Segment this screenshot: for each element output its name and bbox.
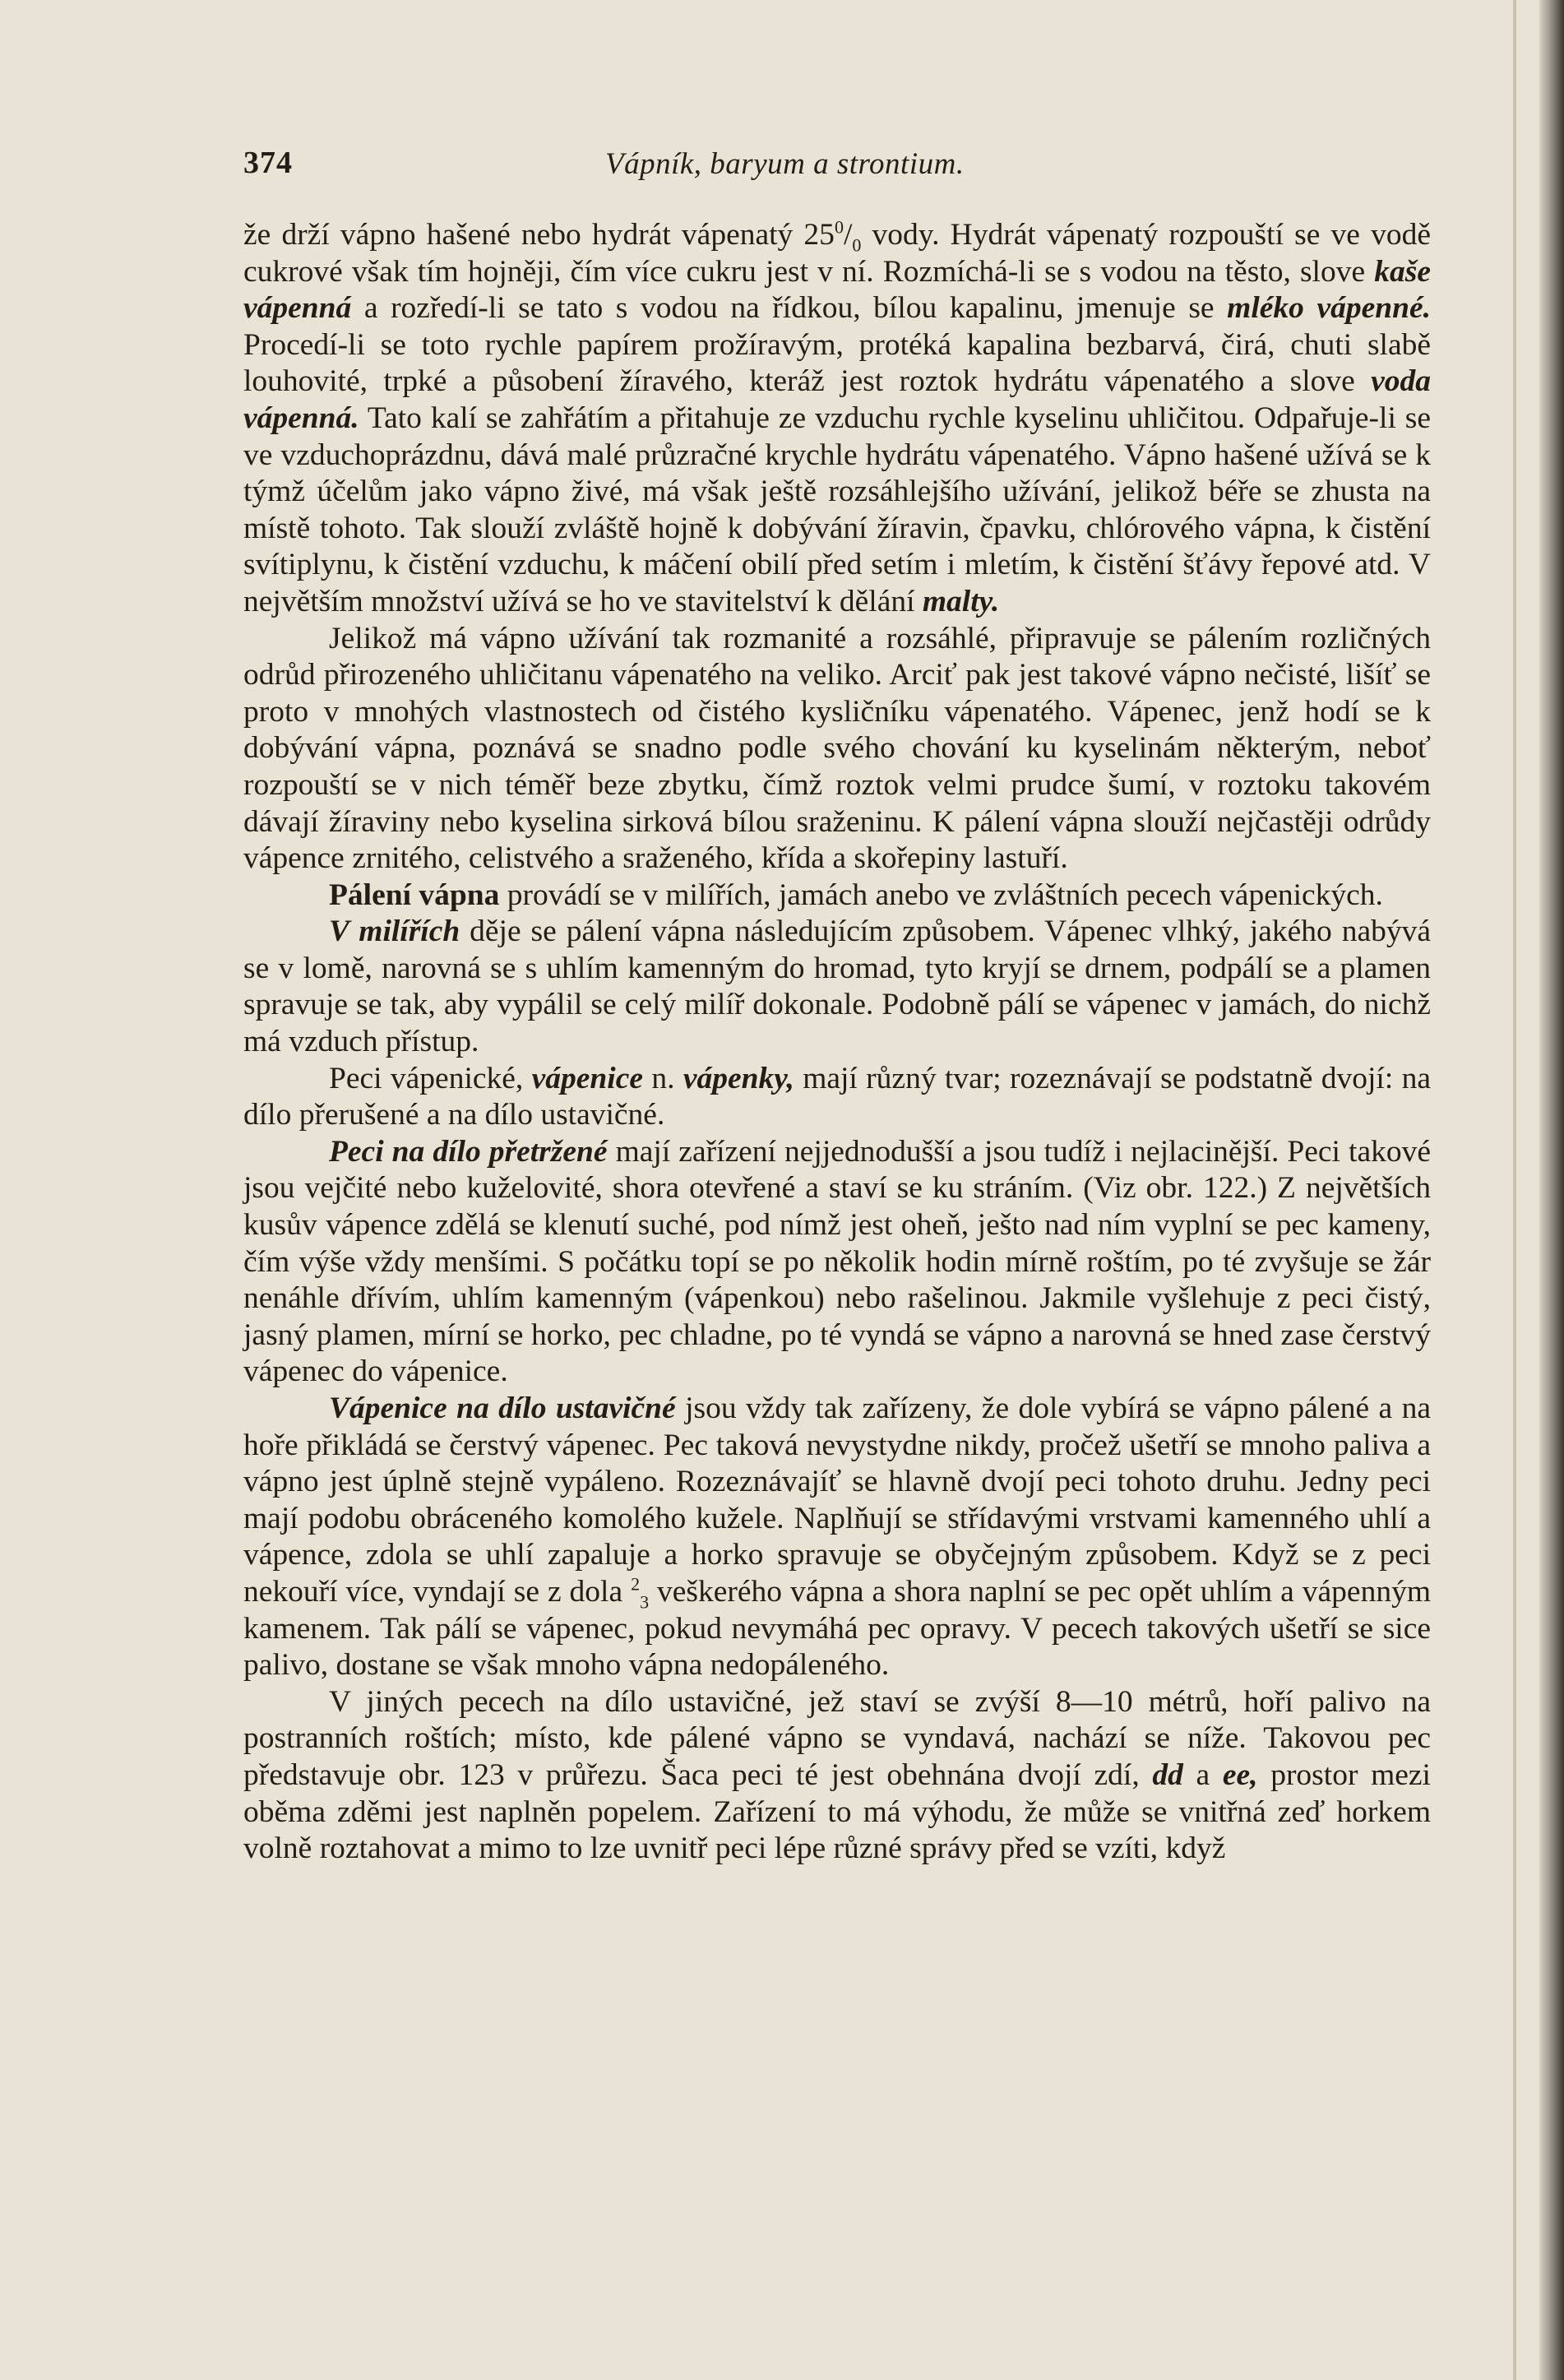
- paragraph: [243, 877, 1431, 914]
- text-run: a rozředí-li se tato s vodou na řídkou, bílou kapalinu, jmenuje se: [351, 291, 1228, 326]
- text-run: Jelikož má vápno užívání tak rozmanité a rozsáhlé, připravuje se pálením rozličných odrůd přirozeného uhličitanu vápenatého na veliko. Arciť pak jest takové vápno nečisté, lišíť se proto v mnohých vlastnostech od čistého kysličníku vápenatého. Vápenec, jenž hodí se k dobývání vápna, poznává se snadno podle svého chování ku kyselinám některým, neboť rozpouští se v nich téměř beze zbytku, čímž roztok velmi prudce šumí, v roztoku takovém dávají žíraviny nebo kyselina sirková bílou sraženinu. K pálení vápna slouží nejčastěji odrůdy vápence zrnitého, celistvého a sraženého, křída a skořepiny lastuří.: [243, 621, 1431, 876]
- page-fold-line: [1513, 0, 1516, 2380]
- text-run: 0: [834, 216, 844, 238]
- emphasized-term: Vápenice na dílo ustavičné: [329, 1391, 676, 1425]
- emphasized-term: V milířích: [329, 914, 460, 949]
- bold-term: Pálení vápna: [329, 877, 500, 912]
- paragraph: [243, 914, 1431, 1060]
- text-run: Procedí-li se toto rychle papírem prožíravým, protéká kapalina bezbarvá, čirá, chuti slabě louhovité, trpké a působení žíravého, kteráž jest roztok hydrátu vápenatého a slove: [243, 327, 1431, 399]
- emphasized-term: kaše vápenná: [243, 254, 1431, 326]
- text-run: provádí se v milířích, jamách anebo ve zvláštních pecech vápenických.: [499, 877, 1383, 912]
- paragraph: [243, 1134, 1431, 1391]
- running-title: Vápník, baryum a strontium.: [605, 147, 965, 181]
- text-run: mají zařízení nejjednodušší a jsou tudíž i nejlacinější. Peci takové jsou vejčité nebo kuželovité, shora otevřené a staví se ku stráním. (Viz obr. 122.) Z největších kusův vápence zdělá se klenutí suché, pod nímž jest oheň, ješto nad ním vyplní se pec kameny, čím výše vždy menšími. S počátku topí se po několik hodin mírně roštím, po té zvyšuje se žár nenáhle dřívím, uhlím kamenným (vápenkou) nebo rašelinou. Jakmile vyšlehuje z peci čistý, jasný plamen, mírní se horko, pec chladne, po té vyndá se vápno a narovná se hned zase čerstvý vápenec do vápenice.: [243, 1134, 1431, 1389]
- book-page: [243, 145, 1431, 1868]
- emphasized-term: ee,: [1222, 1757, 1258, 1792]
- text-run: mají různý tvar; rozeznávají se podstatně dvojí: na dílo přerušené a na dílo ustavičné.: [243, 1061, 1432, 1132]
- text-run: 3: [640, 1591, 650, 1613]
- text-run: a: [1182, 1757, 1223, 1792]
- text-run: n.: [642, 1061, 683, 1095]
- emphasized-term: mléko vápenné.: [1227, 291, 1431, 326]
- text-run: Peci vápenické,: [329, 1061, 532, 1095]
- text-run: prostor mezi oběma zděmi jest naplněn popelem. Zařízení to má výhodu, že může se vnitřná zeď horkem volně roztahovat a mimo to lze uvnitř peci lépe různé správy před se vzíti, když: [243, 1757, 1431, 1866]
- emphasized-term: malty.: [922, 584, 1000, 618]
- paragraph: [243, 217, 1431, 621]
- text-run: jsou vždy tak zařízeny, že dole vybírá se vápno pálené a na hoře přikládá se čerstvý vápenec. Pec taková nevystydne nikdy, pročež ušetří se mnoho paliva a vápno jest úplně stejně vypáleno. Rozeznávajíť se hlavně dvojí peci tohoto druhu. Jedny peci mají podobu obráceného komolého kužele. Naplňují se střídavými vrstvami kamenného uhlí a vápence, zdola se uhlí zapaluje a horko spravuje se obyčejným způsobem. Když se z peci nekouří více, vyndají se z dola: [243, 1391, 1431, 1609]
- emphasized-term: Peci na dílo přetržené: [329, 1134, 608, 1169]
- text-run: V jiných pecech na dílo ustavičné, jež staví se zvýší 8—10 métrů, hoří palivo na postranních roštích; místo, kde pálené vápno se vyndavá, nachází se níže. Takovou pec představuje obr. 123 v průřezu. Šaca peci té jest obehnána dvojí zdí,: [243, 1684, 1431, 1792]
- running-head: [243, 145, 1431, 194]
- text-run: děje se pálení vápna následujícím způsobem. Vápenec vlhký, jakého nabývá se v lomě, narovná se s uhlím kamenným do hromad, tyto kryjí se drnem, podpálí se a plamen spravuje se tak, aby vypálil se celý milíř dokonale. Podobně pálí se vápenec v jamách, do nichž má vzduch přístup.: [243, 914, 1431, 1059]
- emphasized-term: vápenky,: [683, 1061, 794, 1095]
- paragraph: [243, 1391, 1431, 1684]
- body-text: [243, 217, 1431, 1868]
- text-run: 0: [852, 234, 862, 256]
- page-edge-shadow: [1539, 0, 1564, 2380]
- text-run: veškerého vápna a shora naplní se pec opět uhlím a vápenným kamenem. Tak pálí se vápenec, pokud nevymáhá pec opravy. V pecech takových ušetří se sice palivo, dostane se však mnoho vápna nedopáleného.: [243, 1574, 1431, 1683]
- text-run: že drží vápno hašené nebo hydrát vápenatý 25: [243, 218, 835, 252]
- page-number: 374: [243, 146, 293, 180]
- paragraph: [243, 1061, 1431, 1134]
- text-run: 2: [631, 1573, 641, 1595]
- text-run: Tato kalí se zahřátím a přitahuje ze vzduchu rychle kyselinu uhličitou. Odpařuje-li se ve vzduchoprázdnu, dává malé průzračné krychle hydrátu vápenatého. Vápno hašené užívá se k týmž účelům jako vápno živé, má však ještě rozsáhlejšího užívání, jelikož béře se zhusta na místě tohoto. Tak slouží zvláště hojně k dobývání žíravin, čpavku, chlórového vápna, k čistění svítiplynu, k čistění vzduchu, k máčení obilí před setím i mletím, k čistění šťávy řepové atd. V největším množství užívá se ho ve stavitelství k dělání: [243, 401, 1431, 618]
- emphasized-term: vápenice: [531, 1061, 643, 1095]
- text-run: /: [843, 218, 853, 252]
- emphasized-term: voda vápenná.: [243, 364, 1431, 435]
- paragraph: [243, 621, 1431, 877]
- text-run: vody. Hydrát vápenatý rozpouští se ve vodě cukrové však tím hojněji, čím více cukru jest v ní. Rozmíchá-li se s vodou na těsto, slove: [243, 218, 1431, 289]
- emphasized-term: dd: [1152, 1757, 1183, 1792]
- paragraph: [243, 1684, 1431, 1868]
